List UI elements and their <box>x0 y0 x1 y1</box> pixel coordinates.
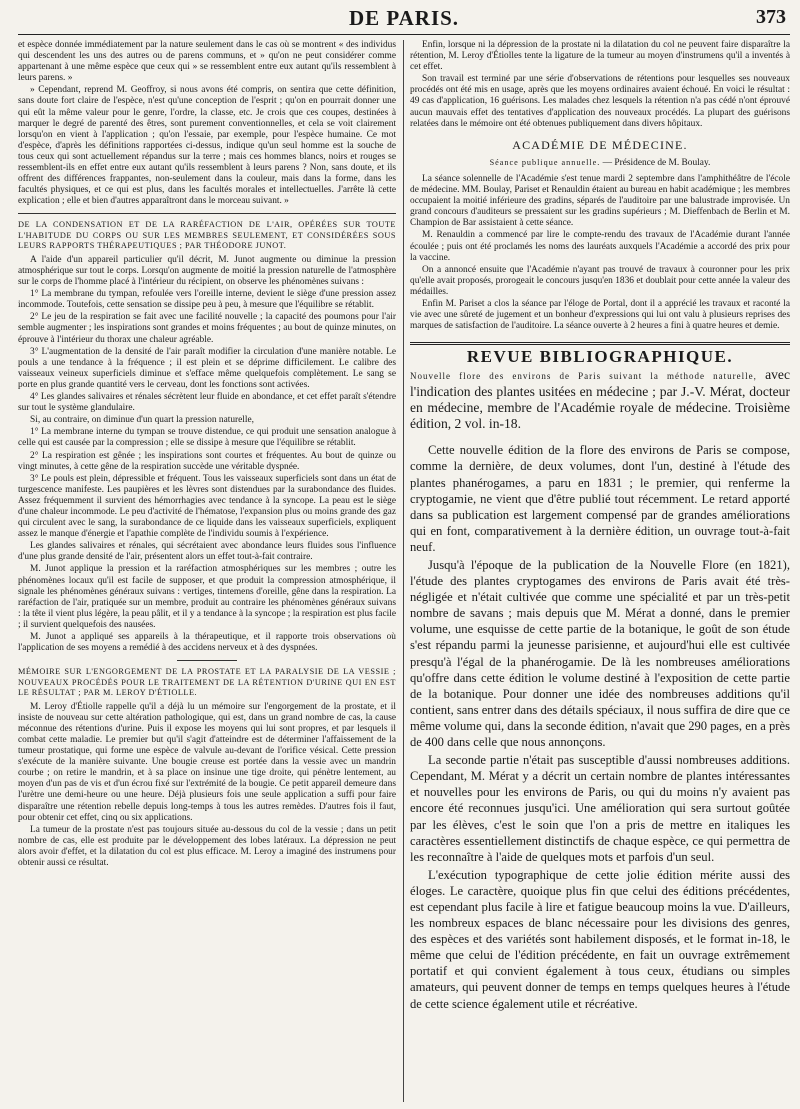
paragraph: La seconde partie n'était pas susceptible d'aussi nombreuses additions. Cependant, M. Mérat y a décrit un certain nombre de plantes intéressantes et nouvelles pour les environs de Paris, ou qui du moins n'y avaient pas encore été reconnues jusqu'ici. Une amélioration qui sera surtout goûtée par les élèves, c'est le soin que l'on a pris de mettre en italiques les caractères essentiellement distinctifs de chaque espèce, ce qui permettra de les reconnaître à l'aide de quelques mots et parfois d'un seul. <box>410 753 790 864</box>
paragraph: 2° La respiration est gênée ; les inspirations sont courtes et fréquentes. Au bout de quinze ou vingt minutes, à cette gêne de la respiration succède une véritable dyspnée. <box>18 450 396 472</box>
book-title <box>410 367 790 432</box>
paragraph: Cette nouvelle édition de la flore des environs de Paris se compose, comme la dernière, de deux volumes, dont l'un, destiné à l'étude des plantes phanérogames, a paru en 1831 ; le premier, qui renferme la cryptogamie, ne vient que d'être publié tout récemment. Le retard apporté dans sa publication est largement compensé par de grandes améliorations qui en font, comparativement à la dernière édition, un ouvrage tout-à-fait neuf. <box>410 443 790 554</box>
paragraph: On a annoncé ensuite que l'Académie n'ayant pas trouvé de travaux à couronner pour les prix qu'elle avait proposés, prorogeait le concours jusqu'en 1836 et doublait pour cette année la valeur des médailles. <box>410 264 790 297</box>
session-label: Séance publique annuelle. <box>489 157 601 167</box>
paragraph: 1° La membrane du tympan, refoulée vers l'oreille interne, devient le siège d'une pression assez incommode. Toutefois, cette sensation se dissipe peu à peu, à mesure que l'équilibre se rétablit. <box>18 289 396 311</box>
paragraph: La séance solennelle de l'Académie s'est tenue mardi 2 septembre dans l'amphithéâtre de l'école de médecine. MM. Boulay, Pariset et Renauldin étaient au bureau en habit académique ; les membres occupaient la moitié inférieure des gradins, séparés de l'auditoire par une balustrade improvisée. Un grand concours d'auditeurs se pressaient sur les gradins supérieurs ; M. Dieffenbach de Berlin et M. Champion de Bar assistaient à cette séance. <box>410 173 790 229</box>
review-body <box>410 442 790 1011</box>
section-heading: ACADÉMIE DE MÉDECINE. <box>512 137 688 152</box>
paragraph: Jusqu'à l'époque de la publication de la Nouvelle Flore (en 1821), l'étude des plantes cryptogames des environs de Paris avait été très-négligée et n'était cultivée que comme une spécialité et par un très-petit nombre de savans ; mais depuis que M. Mérat a donné, dans le premier volume, une esquisse de cette partie de la botanique, le goût de son étude s'est répandu parmi la jeunesse parisienne, et aujourd'hui elle est cultivée presqu'à l'égal de la phanérogamie. De là les nombreuses améliorations qu'offre dans cette édition le volume destiné à l'exposition de cette partie de la botanique. Pour donner une idée des nombreuses additions qu'il contient, sans entrer dans des détails spéciaux, il nous suffira de dire que ce même volume qui, dans la seconde édition, n'avait que 290 pages, en a près de 400 dans celle que nous annonçons. <box>410 558 790 750</box>
paragraph: et espèce donnée immédiatement par la nature seulement dans le cas où se montrent « des individus qui descendent les uns des autres ou de parens communs, et » qu'on ne peut considérer comme appartenant à une même espèce que ceux qui » se ressemblent entre eux autant qu'ils ressemblent à leurs parens. » <box>18 40 396 84</box>
paragraph: Si, au contraire, on diminue d'un quart la pression naturelle, <box>30 415 255 426</box>
left-column <box>18 40 396 1101</box>
paragraph: M. Junot a appliqué ses appareils à la thérapeutique, et il rapporte trois observations où l'application de ses moyens a remédié à des accidens nerveux et à des dyspnées. <box>18 632 396 654</box>
column-rule <box>403 40 404 1102</box>
section-divider <box>410 342 790 345</box>
book-title-rest: avec l'indication des plantes usitées en médecine ; par J.-V. Mérat, docteur en médecine, membre de l'Académie royale de médecine. Troisième édition, 2 vol. in-18. <box>410 367 790 432</box>
paragraph: 4° Les glandes salivaires et rénales sécrètent leur fluide en abondance, et cet effet paraît s'étendre sur tout le système glandulaire. <box>18 392 396 414</box>
paragraph: A l'aide d'un appareil particulier qu'il décrit, M. Junot augmente ou diminue la pression atmosphérique sur tout le corps. Lorsqu'on augmente de moitié la pression naturelle de l'atmosphère sur le corps de l'homme placé à l'intérieur du récipient, on observe les phénomènes suivans : <box>18 254 396 288</box>
paragraph: 2° Le jeu de la respiration se fait avec une facilité nouvelle ; la capacité des poumons pour l'air semble augmenter ; les inspirations sont grandes et moins fréquentes ; au bout de quinze minutes, on éprouve à l'intérieur du thorax une chaleur agréable. <box>18 312 396 345</box>
section-divider <box>18 213 396 214</box>
paragraph: L'exécution typographique de cette jolie édition mérite aussi des éloges. Le caractère, quoique plus fin que celui des éditions précédentes, est cependant plus facile à lire et fatigue beaucoup moins la vue. D'ailleurs, les nombreux espaces de blanc nécessaire pour les divisions des genres, des espèces et des variétés sont habilement disposés, et le format in-18, le même que celui de l'édition précédente, en fait un ouvrage extrêmement portatif et qui convient également à tous ceux, étudians ou simples amateurs, qui peuvent donner de temps en temps quelques heures à l'étude de cette science également utile et récréative. <box>410 867 790 1011</box>
header-rule <box>18 34 790 35</box>
page-header <box>18 0 790 28</box>
paragraph: Enfin M. Pariset a clos la séance par l'éloge de Portal, dont il a apprécié les travaux et raconté la vie avec une sûreté de jugement et un bonheur d'expressions qui lui ont valu à plusieurs reprises des marques de satisfaction de l'auditoire. La séance ouverte à 2 heures a fini à quatre heures et demie. <box>410 298 790 332</box>
section-divider <box>177 660 237 661</box>
newspaper-page <box>18 0 790 1109</box>
session-president: — Présidence de M. Boulay. <box>602 157 711 168</box>
section-title: DE LA CONDENSATION ET DE LA RARÉFACTION DE L'AIR, OPÉRÉES SUR TOUTE L'HABITUDE DU CORPS OU SUR LES MEMBRES SEULEMENT, ET CONSIDÉRÉES SOUS LEURS RAPPORTS THÉRAPEUTIQUES ; PAR THÉODORE JUNOT. <box>18 220 396 251</box>
paragraph: Les glandes salivaires et rénales, qui sécrétaient avec abondance leurs fluides sous l'influence d'une plus grande densité de l'air, présentent alors un effet tout-à-fait contraire. <box>18 541 396 563</box>
paragraph: M. Leroy d'Étiolle rappelle qu'il a déjà lu un mémoire sur l'engorgement de la prostate, et il insiste de nouveau sur cette altération pathologique, qui est, dans un grand nombre de cas, la cause méconnue des rétentions d'urine. Puis il expose les moyens qui lui sont propres, et par lesquels il combat cette maladie. Le premier but qu'il s'agit d'atteindre est de déterminer l'affaissement de la tumeur prostatique, qui forme une espèce de valvule au-devant de l'orifice vésical. Cette pression s'exécute de la manière suivante. Une bougie creuse est portée dans la vessie avec un mandrin courbe ; on retire le mandrin, et à sa place on insinue une tige droite, qui pénètre lentement, au moyen d'un pas de vis et d'un écrou fixé sur l'extrémité de la bougie. Ce petit appareil demeure dans l'urètre une demi-heure ou une heure. Déjà plusieurs fois une seule application a suffi pour faire disparaître une rétention rebelle depuis long-temps à tous les autres remèdes. D'autres fois il faut, pour obtenir cet effet, cinq ou six applications. <box>18 701 396 823</box>
right-column <box>410 40 790 1101</box>
book-title-smallcaps: Nouvelle flore des environs de Paris suivant la méthode naturelle, <box>410 371 757 382</box>
paragraph: La tumeur de la prostate n'est pas toujours située au-dessous du col de la vessie ; dans un petit nombre de cas, elle est produite par le développement des lobes latéraux. La dépression ne peut alors avoir d'effet, et la dilatation du col est plus efficace. M. Leroy a imaginé des instrumens pour obtenir aussi ce résultat. <box>18 824 396 868</box>
page-number: 373 <box>756 6 786 28</box>
paragraph: M. Renauldin a commencé par lire le compte-rendu des travaux de l'Académie durant l'année écoulée ; puis ont été proclamés les noms des lauréats auxquels l'Académie a accordé des prix pour la vaccine. <box>410 230 790 263</box>
paragraph: Son travail est terminé par une série d'observations de rétentions pour lesquelles ses nouveaux procédés ont été mis en usage, après que les moyens ordinaires avaient échoué. En voici le résultat : 49 cas d'application, 16 guérisons. Les malades chez lesquels la rétention n'a pas cédé n'ont éprouvé aucun mauvais effet des tentatives d'application des nouveaux procédés. La plupart des guérisons relatées dans le mémoire ont été obtenues publiquement dans divers hôpitaux. <box>410 74 790 129</box>
paragraph: Enfin, lorsque ni la dépression de la prostate ni la dilatation du col ne peuvent faire disparaître la rétention, M. Leroy d'Étiolles tente la ligature de la tumeur au moyen d'instrumens qu'il a inventés à cet effet. <box>410 40 790 73</box>
running-title: DE PARIS. <box>348 6 460 30</box>
paragraph: 3° Le pouls est plein, dépressible et fréquent. Tous les vaisseaux superficiels sont dans un état de turgescence manifeste. Les paupières et les lèvres sont distendues par la surabondance des fluides. Assez fréquemment il survient des hémorrhagies avec tendance à la syncope. La peau est le siège d'une chaleur incommode. Le peu d'activité de l'hématose, l'expansion plus ou moins grande des gaz qui circulent avec le sang, la surabondance de ce liquide dans les vaisseaux superficiels, expliquent assez le manque d'énergie et l'apathie complète de l'individu soumis à l'expérience. <box>18 473 396 540</box>
paragraph: 3° L'augmentation de la densité de l'air paraît modifier la circulation d'une manière notable. Le pouls a une tendance à la fréquence ; il est plein et se déprime difficilement. Le calibre des vaisseaux veineux superficiels diminue et s'efface même quelquefois complètement. Le sang se porte en plus grande quantité vers le cerveau, dont les fonctions sont activées. <box>18 346 396 390</box>
paragraph: M. Junot applique la pression et la raréfaction atmosphériques sur les membres ; outre les phénomènes locaux qu'il est facile de supposer, et que produit la compression atmosphérique, il signale les phénomènes généraux suivans : vertiges, tintemens d'oreille, gêne dans la respiration. La raréfaction de l'air, pratiquée sur un membre, produit au contraire les phénomènes généraux suivans : la tête il vient plus légère, la peau pâlit, et il y a tendance à la syncope ; la respiration est plus facile ; il survient quelquefois des nausées. <box>18 564 396 630</box>
section-heading: REVUE BIBLIOGRAPHIQUE. <box>466 347 734 367</box>
section-title: MÉMOIRE SUR L'ENGORGEMENT DE LA PROSTATE ET LA PARALYSIE DE LA VESSIE ; NOUVEAUX PROCÉDÉS POUR LE TRAITEMENT DE LA RÉTENTION D'URINE QUI EN EST LE RÉSULTAT ; PAR M. LEROY D'ÉTIOLLE. <box>18 667 396 698</box>
paragraph: » Cependant, reprend M. Geoffroy, si nous avons été compris, on sentira que cette définition, sans doute fort claire de l'espèce, n'est qu'une conception de l'esprit ; qu'on en pourrait donner une qui eût la même valeur pour le genre, l'ordre, la classe, etc. Je crois que ces coupes, destinées à marquer le degré de parenté des êtres, sont purement conventionnelles, et cela se voit clairement lorsqu'on en vient à l'application ; qu'on l'essaie, par exemple, pour l'espèce humaine. Ce mot d'espèce, d'après les définitions rapportées ci-dessus, indique qu'un seul homme est la souche de tous ceux qui sont actuellement répandus sur la terre ; mais ces hommes blancs, noirs et rouges se ressemblent-ils en effet entre eux autant qu'ils ressemblent à leurs parens ? Non, sans doute, et ils offrent des différences frappantes, non-seulement dans la couleur, mais dans la forme, dans les facultés physiques, et ce qui est plus, dans les facultés morales et intellectuelles. J'arrête là cette explication ; elle et bien d'autres apparaîtront dans le morceau suivant. » <box>18 85 396 207</box>
paragraph: 1° La membrane interne du tympan se trouve distendue, ce qui produit une sensation analogue à celle qui est causée par la compression ; elle se dissipe à mesure que l'équilibre se rétablit. <box>18 427 396 449</box>
session-line <box>410 157 790 169</box>
